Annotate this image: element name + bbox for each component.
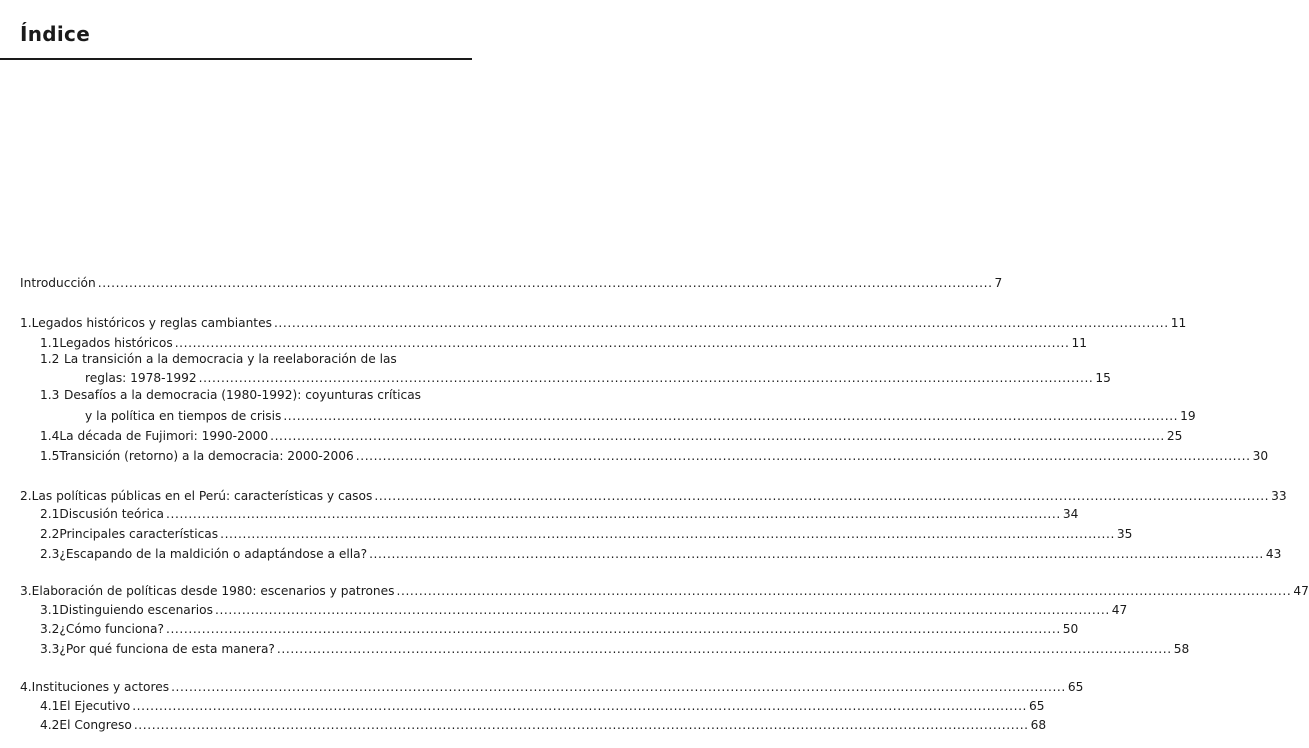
toc-entry-title: La década de Fujimori: 1990-2000 [59,429,269,443]
dot-leader: ........................................................................................................................................................................................................ [355,449,1251,463]
toc-line [20,487,1287,505]
dot-leader: ........................................................................................................................................................................................................ [283,409,1179,423]
toc-page-number: 15 [1095,371,1111,385]
toc-entry [0,601,1128,619]
toc-entry [0,545,1282,563]
toc-entry [0,274,1003,292]
toc-section-number: 2. [20,489,32,503]
page-title: Índice [20,22,91,46]
toc-entry-title: Distinguiendo escenarios [59,603,213,617]
toc-page-number: 11 [1071,336,1088,350]
toc-entry-title: El Congreso [59,718,132,732]
toc-entry-title: Principales características [59,527,219,541]
dot-leader: ........................................................................................................................................................................................................ [214,603,1110,617]
toc-line [40,640,1190,658]
dot-leader: ........................................................................................................................................................................................................ [198,371,1094,385]
dot-leader: ........................................................................................................................................................................................................ [132,699,1028,713]
toc-entry-title: Discusión teórica [59,507,165,521]
dot-leader: ........................................................................................................................................................................................................ [97,276,993,290]
toc-entry-title: y la política en tiempos de crisis [85,409,282,423]
toc-page-number: 50 [1062,622,1079,636]
toc-page-number: 65 [1067,680,1084,694]
toc-section-number: 3.2 [40,622,60,636]
toc-page-number: 25 [1166,429,1183,443]
toc-entry [0,505,1079,523]
toc-entry [0,427,1183,445]
toc-page-number: 35 [1116,527,1133,541]
toc-entry-title: La transición a la democracia y la reelaboración de las [64,352,397,366]
toc-entry-title: Legados históricos [59,336,173,350]
toc-entry [0,620,1079,638]
toc-entry [0,350,472,368]
toc-line [85,407,1196,425]
toc-line [40,350,462,368]
toc-entry [0,582,1309,600]
toc-entry-title: Desafíos a la democracia (1980-1992): coyunturas críticas [64,388,422,402]
toc-line [20,582,1309,600]
toc-line [40,386,462,404]
toc-section-number: 4. [20,680,32,694]
toc-section-number: 2.1 [40,507,60,521]
toc-page-number: 47 [1111,603,1128,617]
toc-section-number: 1.2 [40,352,60,366]
dot-leader: ........................................................................................................................................................................................................ [166,507,1061,521]
title-rule [0,58,472,60]
toc-page-number: 30 [1252,449,1269,463]
toc-line [20,314,1187,332]
dot-leader: ........................................................................................................................................................................................................ [270,429,1165,443]
toc-entry [0,640,1190,658]
toc-entry-title: El Ejecutivo [59,699,131,713]
dot-leader: ........................................................................................................................................................................................................ [369,547,1264,561]
toc-section-number: 1. [20,316,32,330]
toc-line [85,369,1111,387]
toc-section-number: 4.2 [40,718,60,732]
toc-section-number: 1.4 [40,429,60,443]
toc-section-number: 3.1 [40,603,60,617]
toc-section-number: 4.1 [40,699,60,713]
toc-line [40,601,1128,619]
toc-page-number: 34 [1062,507,1079,521]
toc-line [40,447,1269,465]
toc-page-number: 11 [1170,316,1187,330]
toc-section-number: 1.3 [40,388,60,402]
toc-entry-title: ¿Por qué funciona de esta manera? [59,642,275,656]
toc-entry-title: ¿Escapando de la maldición o adaptándose a ella? [59,547,368,561]
toc-entry [0,525,1133,543]
toc-entry [0,678,1084,696]
dot-leader: ........................................................................................................................................................................................................ [273,316,1169,330]
toc-page-number: 7 [994,276,1003,290]
toc-entry [0,697,1045,715]
toc-entry-title: Introducción [20,276,96,290]
toc-section-number: 1.5 [40,449,60,463]
toc-entry [0,447,1269,465]
toc-line [40,545,1282,563]
toc-section-number: 2.3 [40,547,60,561]
dot-leader: ........................................................................................................................................................................................................ [396,584,1292,598]
dot-leader: ........................................................................................................................................................................................................ [374,489,1270,503]
dot-leader: ........................................................................................................................................................................................................ [165,622,1061,636]
toc-entry [0,716,1047,734]
toc-entry [0,487,1287,505]
toc-line [20,678,1084,696]
toc-entry [0,369,1111,387]
toc-line [40,427,1183,445]
toc-page-number: 33 [1271,489,1287,503]
toc-line [40,505,1079,523]
toc-line [40,697,1045,715]
toc-line [40,620,1079,638]
toc-line [40,525,1133,543]
toc-section-number: 2.2 [40,527,60,541]
dot-leader: ........................................................................................................................................................................................................ [276,642,1172,656]
toc-section-number: 3.3 [40,642,60,656]
toc-entry [0,407,1196,425]
toc-entry [0,314,1187,332]
toc-entry-title: Legados históricos y reglas cambiantes [31,316,272,330]
toc-entry-title: Transición (retorno) a la democracia: 2000-2006 [59,449,354,463]
toc-entry-title: Elaboración de políticas desde 1980: escenarios y patrones [31,584,395,598]
toc-entry [0,386,472,404]
toc-page-number: 47 [1293,584,1309,598]
dot-leader: ........................................................................................................................................................................................................ [220,527,1115,541]
toc-page-number: 68 [1030,718,1047,732]
toc-entry-title: reglas: 1978-1992 [85,371,197,385]
dot-leader: ........................................................................................................................................................................................................ [171,680,1066,694]
toc-page-number: 65 [1029,699,1045,713]
toc-page-number: 58 [1173,642,1190,656]
toc-section-number: 1.1 [40,336,60,350]
toc-page-number: 43 [1265,547,1282,561]
dot-leader: ........................................................................................................................................................................................................ [133,718,1029,732]
toc-line [40,716,1047,734]
toc-entry-title: Las políticas públicas en el Perú: características y casos [31,489,373,503]
toc-line [20,274,1003,292]
toc-entry-title: ¿Cómo funciona? [59,622,164,636]
dot-leader: ........................................................................................................................................................................................................ [174,336,1070,350]
toc-section-number: 3. [20,584,32,598]
toc-page-number: 19 [1180,409,1196,423]
toc-entry-title: Instituciones y actores [31,680,170,694]
